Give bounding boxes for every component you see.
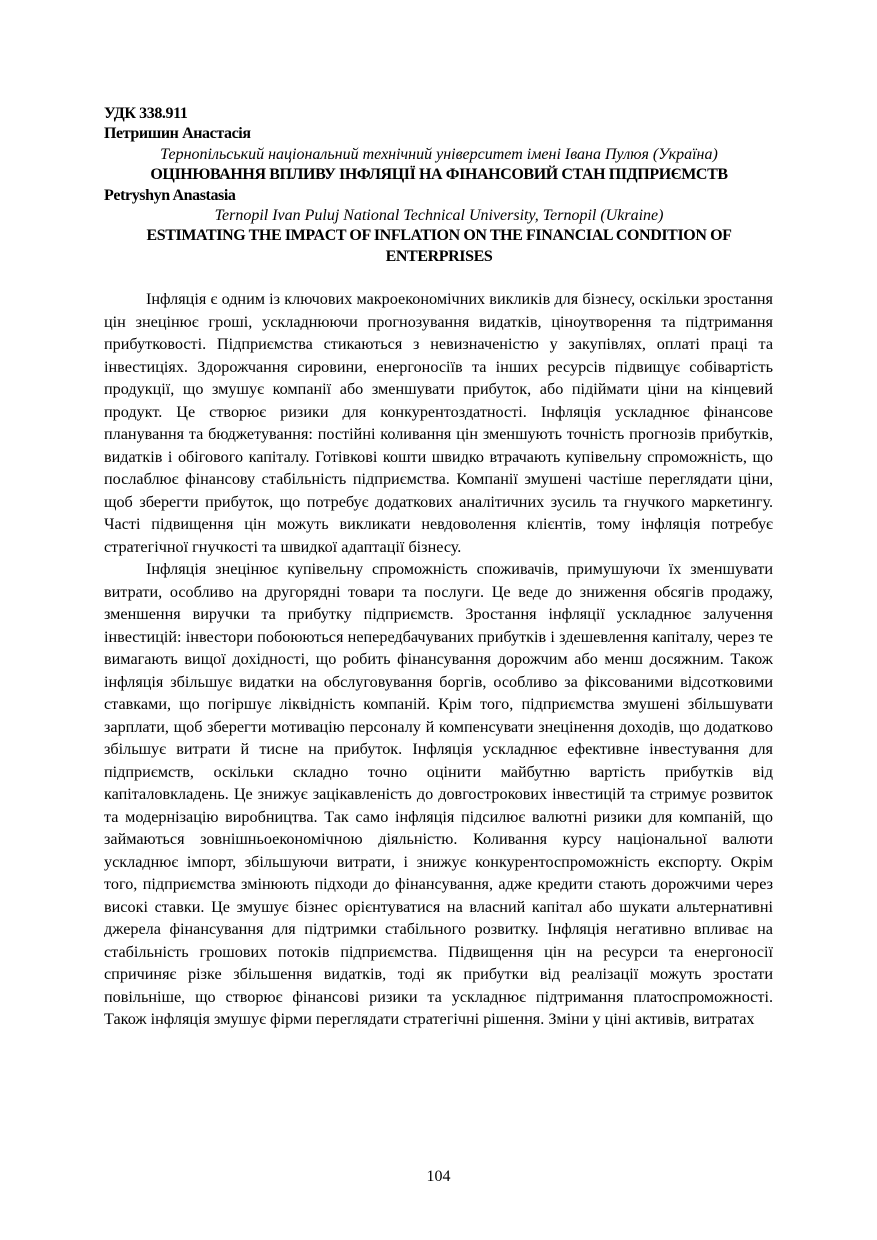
- title-en: ESTIMATING THE IMPACT OF INFLATION ON THE FINANCIAL CONDITION OF ENTERPRISES: [146, 227, 732, 265]
- udc-code: УДК 338.911: [104, 105, 188, 122]
- author-ua: Петришин Анастасія: [104, 125, 251, 143]
- affiliation-en: Ternopil Ivan Puluj National Technical University, Ternopil (Ukraine): [214, 207, 664, 225]
- page-number: 104: [426, 1168, 451, 1185]
- article-header: [104, 104, 774, 267]
- author-en: Petryshyn Anastasia: [104, 186, 236, 204]
- article-body: [104, 288, 773, 1031]
- affiliation-ua: Тернопільський національний технічний університет імені Івана Пулюя (Україна): [160, 145, 718, 163]
- paragraph-2: Інфляція знецінює купівельну спроможність споживачів, примушуючи їх зменшувати витрати, особливо на другорядні товари та послуги. Це веде до зниження обсягів продажу, зменшення виручки та прибутку підприємств. Зростання інфляції ускладнює залучення інвестицій: інвестори побоюються непередбачуваних прибутків і здешевлення капіталу, через те вимагають вищої дохідності, що робить фінансування дорожчим або менш досяжним. Також інфляція збільшує видатки на обслуговування боргів, особливо за фіксованими відсотковими ставками, що погіршує ліквідність компаній. Крім того, підприємства змушені збільшувати зарплати, щоб зберегти мотивацію персоналу й компенсувати знецінення доходів, що додатково збільшує витрати й тисне на прибуток. Інфляція ускладнює ефективне інвестування для підприємств, оскільки складно точно оцінити майбутню вартість прибутків від капіталовкладень. Це знижує зацікавленість до довгострокових інвестицій та стримує розвиток та модернізацію виробництва. Так само інфляція підсилює валютні ризики для компаній, що займаються зовнішньоекономічною діяльністю. Коливання курсу національної валюти ускладнює імпорт, збільшуючи витрати, і знижує конкурентоспроможність експорту. Окрім того, підприємства змінюють підходи до фінансування, адже кредити стають дорожчими через високі ставки. Це змушує бізнес орієнтуватися на власний капітал або шукати альтернативні джерела фінансування для підтримки стабільного розвитку. Інфляція негативно впливає на стабільність грошових потоків підприємства. Підвищення цін на ресурси та енергоносії спричиняє різке збільшення видатків, тоді як прибутки від реалізації можуть зростати повільніше, що створює фінансові ризики та ускладнює підтримання платоспроможності. Також інфляція змушує фірми переглядати стратегічні рішення. Зміни у ціні активів, витратах: [104, 560, 773, 1028]
- paragraph-1: Інфляція є одним із ключових макроекономічних викликів для бізнесу, оскільки зростання цін знецінює гроші, ускладнюючи прогнозування видатків, ціноутворення та підтримання прибутковості. Підприємства стикаються з невизначеністю у закупівлях, оплаті праці та інвестиціях. Здорожчання сировини, енергоносіїв та інших ресурсів підвищує собівартість продукції, що змушує компанії або зменшувати прибуток, або підіймати ціни на кінцевий продукт. Це створює ризики для конкурентоздатності. Інфляція ускладнює фінансове планування та бюджетування: постійні коливання цін зменшують точність прогнозів прибутків, видатків і обігового капіталу. Готівкові кошти швидко втрачають купівельну спроможність, що послаблює фінансову стабільність підприємства. Компанії змушені частіше переглядати ціни, щоб зберегти прибуток, що потребує додаткових аналітичних зусиль та гнучкого маркетингу. Часті підвищення цін можуть викликати невдоволення клієнтів, тому інфляція потребує стратегічної гнучкості та швидкої адаптації бізнесу.: [104, 290, 773, 556]
- title-ua: ОЦІНЮВАННЯ ВПЛИВУ ІНФЛЯЦІЇ НА ФІНАНСОВИЙ СТАН ПІДПРИЄМСТВ: [150, 166, 728, 184]
